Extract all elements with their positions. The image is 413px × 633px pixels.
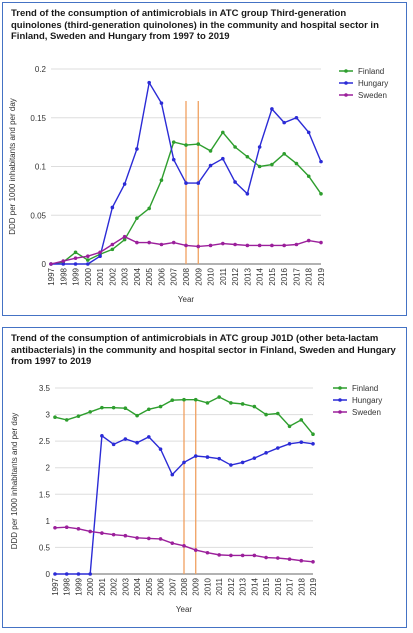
y-axis-title: DDD per 1000 inhabitants and per day bbox=[8, 98, 17, 235]
data-point-hungary bbox=[196, 181, 200, 185]
data-point-finland bbox=[241, 402, 245, 406]
data-point-finland bbox=[74, 251, 78, 255]
x-tick-label: 2007 bbox=[168, 578, 178, 596]
legend-label: Hungary bbox=[358, 79, 389, 88]
data-point-hungary bbox=[88, 572, 92, 576]
y-tick-label: 2 bbox=[45, 463, 50, 473]
y-tick-label: 1.5 bbox=[38, 490, 50, 500]
data-point-finland bbox=[253, 405, 257, 409]
data-point-finland bbox=[194, 398, 198, 402]
data-point-hungary bbox=[288, 442, 292, 446]
data-point-finland bbox=[184, 143, 188, 147]
legend-marker bbox=[344, 93, 348, 97]
data-point-hungary bbox=[135, 147, 139, 151]
data-point-sweden bbox=[311, 560, 315, 564]
chart-quinolones bbox=[3, 47, 408, 317]
data-point-hungary bbox=[233, 180, 237, 184]
data-point-finland bbox=[206, 401, 210, 405]
data-point-finland bbox=[147, 407, 151, 411]
data-point-hungary bbox=[147, 435, 151, 439]
x-tick-label: 2019 bbox=[317, 268, 326, 286]
data-point-finland bbox=[307, 174, 311, 178]
data-point-sweden bbox=[86, 254, 90, 258]
data-point-hungary bbox=[170, 473, 174, 477]
y-tick-label: 0.5 bbox=[38, 543, 50, 553]
data-point-finland bbox=[86, 258, 90, 262]
x-tick-label: 2015 bbox=[267, 268, 277, 286]
data-point-sweden bbox=[233, 243, 237, 247]
data-point-finland bbox=[221, 131, 225, 135]
data-point-sweden bbox=[246, 244, 250, 248]
data-point-finland bbox=[135, 216, 139, 220]
data-point-sweden bbox=[98, 251, 102, 255]
data-point-hungary bbox=[246, 192, 250, 196]
data-point-sweden bbox=[241, 554, 245, 558]
data-point-finland bbox=[135, 414, 139, 418]
data-point-finland bbox=[229, 401, 233, 405]
data-point-hungary bbox=[307, 131, 311, 135]
data-point-hungary bbox=[159, 447, 163, 451]
x-tick-label: 2009 bbox=[191, 578, 201, 596]
x-tick-label: 2019 bbox=[309, 578, 318, 596]
legend-marker bbox=[338, 386, 342, 390]
legend-label: Sweden bbox=[358, 91, 387, 100]
x-tick-label: 2018 bbox=[304, 268, 314, 286]
x-tick-label: 2009 bbox=[194, 268, 204, 286]
data-point-hungary bbox=[111, 206, 115, 210]
legend-label: Finland bbox=[358, 67, 385, 76]
data-point-finland bbox=[299, 418, 303, 422]
data-point-sweden bbox=[258, 244, 262, 248]
x-tick-label: 2010 bbox=[203, 578, 213, 596]
chart-panel-j01d bbox=[2, 327, 407, 628]
data-point-sweden bbox=[160, 243, 164, 247]
data-point-hungary bbox=[221, 157, 225, 161]
data-point-sweden bbox=[319, 241, 323, 245]
data-point-hungary bbox=[123, 182, 127, 186]
data-point-hungary bbox=[229, 463, 233, 467]
x-tick-label: 2012 bbox=[226, 578, 236, 596]
data-point-sweden bbox=[209, 244, 213, 248]
data-point-sweden bbox=[65, 525, 69, 529]
data-point-finland bbox=[124, 406, 128, 410]
data-point-hungary bbox=[100, 434, 104, 438]
chart-title: Trend of the consumption of antimicrobials in ATC group Third-generation quinolones (third-generation quinolones) in the community and hospital sector in Finland, Sweden and Hungary from 1997 to 2019 bbox=[11, 8, 379, 42]
data-point-finland bbox=[217, 395, 221, 399]
x-tick-label: 2013 bbox=[238, 578, 248, 596]
legend-marker bbox=[338, 410, 342, 414]
data-point-sweden bbox=[299, 559, 303, 563]
data-point-finland bbox=[319, 192, 323, 196]
data-point-sweden bbox=[61, 259, 65, 263]
x-tick-label: 2005 bbox=[144, 578, 154, 596]
data-point-sweden bbox=[135, 241, 139, 245]
data-point-sweden bbox=[123, 235, 127, 239]
x-tick-label: 2002 bbox=[109, 578, 119, 596]
data-point-sweden bbox=[124, 534, 128, 538]
chart-j01d bbox=[3, 366, 408, 628]
data-point-sweden bbox=[196, 245, 200, 249]
legend-marker bbox=[344, 69, 348, 73]
data-point-hungary bbox=[258, 145, 262, 149]
data-point-finland bbox=[196, 142, 200, 146]
x-tick-label: 2013 bbox=[243, 268, 253, 286]
data-point-hungary bbox=[74, 262, 78, 266]
data-point-finland bbox=[111, 248, 115, 252]
y-tick-label: 0.15 bbox=[30, 113, 46, 123]
data-point-sweden bbox=[194, 548, 198, 552]
y-tick-label: 0 bbox=[45, 570, 50, 579]
x-tick-label: 2014 bbox=[255, 268, 265, 286]
x-tick-label: 2003 bbox=[120, 268, 130, 286]
data-point-finland bbox=[100, 406, 104, 410]
data-point-sweden bbox=[184, 244, 188, 248]
data-point-hungary bbox=[241, 461, 245, 465]
data-point-hungary bbox=[270, 107, 274, 111]
data-point-hungary bbox=[86, 262, 90, 266]
data-point-hungary bbox=[160, 101, 164, 105]
x-tick-label: 1999 bbox=[71, 268, 81, 286]
x-tick-label: 2001 bbox=[97, 578, 107, 596]
x-tick-label: 2006 bbox=[157, 268, 167, 286]
data-point-sweden bbox=[111, 243, 115, 247]
x-tick-label: 2008 bbox=[182, 268, 191, 286]
x-tick-label: 2007 bbox=[169, 268, 179, 286]
x-tick-label: 2002 bbox=[108, 268, 118, 286]
data-point-hungary bbox=[299, 440, 303, 444]
x-tick-label: 2010 bbox=[206, 268, 216, 286]
data-point-sweden bbox=[282, 244, 286, 248]
data-point-sweden bbox=[147, 241, 151, 245]
data-point-finland bbox=[209, 149, 213, 153]
x-tick-label: 2004 bbox=[133, 578, 143, 596]
x-tick-label: 2005 bbox=[145, 268, 155, 286]
legend-label: Hungary bbox=[352, 396, 383, 405]
y-tick-label: 3 bbox=[45, 410, 50, 420]
data-point-finland bbox=[270, 163, 274, 167]
data-point-sweden bbox=[295, 243, 299, 247]
data-point-finland bbox=[159, 405, 163, 409]
x-tick-label: 1998 bbox=[59, 268, 69, 286]
chart-title: Trend of the consumption of antimicrobials in ATC group J01D (other beta-lactam antibacterials) in the community and hospital sector in Finland, Sweden and Hungary from 1997 to 2019 bbox=[11, 333, 396, 367]
y-tick-label: 0 bbox=[41, 260, 46, 269]
data-point-sweden bbox=[288, 557, 292, 561]
x-tick-label: 2008 bbox=[180, 578, 189, 596]
x-tick-label: 2011 bbox=[215, 578, 225, 596]
data-point-hungary bbox=[276, 446, 280, 450]
data-point-sweden bbox=[74, 256, 78, 260]
data-point-hungary bbox=[264, 451, 268, 455]
data-point-sweden bbox=[112, 533, 116, 537]
data-point-finland bbox=[160, 178, 164, 182]
data-point-finland bbox=[295, 162, 299, 166]
data-point-sweden bbox=[206, 551, 210, 555]
data-point-sweden bbox=[135, 536, 139, 540]
data-point-finland bbox=[170, 398, 174, 402]
data-point-sweden bbox=[221, 242, 225, 246]
data-point-finland bbox=[288, 424, 292, 428]
x-axis-title: Year bbox=[175, 605, 193, 614]
data-point-finland bbox=[112, 406, 116, 410]
x-tick-label: 2018 bbox=[297, 578, 307, 596]
x-tick-label: 2011 bbox=[218, 268, 228, 286]
x-tick-label: 2003 bbox=[121, 578, 131, 596]
y-axis-title: DDD per 1000 inhabitants and per day bbox=[10, 412, 19, 550]
data-point-hungary bbox=[53, 572, 57, 576]
x-tick-label: 1998 bbox=[62, 578, 72, 596]
data-point-finland bbox=[276, 412, 280, 416]
data-point-hungary bbox=[311, 442, 315, 446]
legend-marker bbox=[338, 398, 342, 402]
x-tick-label: 2004 bbox=[132, 268, 142, 286]
data-point-hungary bbox=[98, 254, 102, 258]
y-tick-label: 1 bbox=[45, 516, 50, 526]
x-axis-title: Year bbox=[177, 295, 195, 304]
data-point-hungary bbox=[112, 443, 116, 447]
data-point-finland bbox=[147, 207, 151, 211]
x-tick-label: 1997 bbox=[51, 578, 60, 596]
data-point-finland bbox=[246, 155, 250, 159]
x-tick-label: 2017 bbox=[292, 268, 302, 286]
y-tick-label: 2.5 bbox=[38, 437, 50, 447]
x-tick-label: 2017 bbox=[285, 578, 295, 596]
data-point-hungary bbox=[217, 457, 221, 461]
x-tick-label: 2016 bbox=[280, 268, 290, 286]
data-point-sweden bbox=[88, 530, 92, 534]
x-tick-label: 2016 bbox=[273, 578, 283, 596]
data-point-sweden bbox=[253, 554, 257, 558]
data-point-hungary bbox=[77, 572, 81, 576]
data-point-hungary bbox=[209, 164, 213, 168]
x-tick-label: 2000 bbox=[83, 268, 93, 286]
data-point-sweden bbox=[182, 544, 186, 548]
data-point-finland bbox=[282, 152, 286, 156]
data-point-sweden bbox=[276, 556, 280, 560]
data-point-sweden bbox=[147, 537, 151, 541]
data-point-hungary bbox=[172, 158, 176, 162]
data-point-sweden bbox=[159, 537, 163, 541]
data-point-finland bbox=[258, 165, 262, 169]
data-point-sweden bbox=[172, 241, 176, 245]
data-point-sweden bbox=[270, 244, 274, 248]
data-point-hungary bbox=[182, 461, 186, 465]
data-point-hungary bbox=[135, 441, 139, 445]
data-point-finland bbox=[233, 145, 237, 149]
data-point-hungary bbox=[65, 572, 69, 576]
y-tick-label: 0.1 bbox=[34, 162, 46, 172]
data-point-sweden bbox=[217, 553, 221, 557]
data-point-hungary bbox=[319, 160, 323, 164]
legend-label: Sweden bbox=[352, 408, 381, 417]
data-point-hungary bbox=[184, 181, 188, 185]
data-point-finland bbox=[88, 410, 92, 414]
data-point-finland bbox=[172, 140, 176, 144]
data-point-hungary bbox=[295, 116, 299, 120]
data-point-hungary bbox=[253, 456, 257, 460]
data-point-hungary bbox=[147, 81, 151, 85]
data-point-hungary bbox=[124, 437, 128, 441]
y-tick-label: 0.2 bbox=[34, 65, 46, 74]
data-point-finland bbox=[65, 418, 69, 422]
data-point-finland bbox=[53, 415, 57, 419]
data-point-sweden bbox=[49, 262, 53, 266]
data-point-hungary bbox=[194, 454, 198, 458]
x-tick-label: 2001 bbox=[96, 268, 106, 286]
data-point-hungary bbox=[282, 121, 286, 125]
x-tick-label: 2000 bbox=[86, 578, 96, 596]
legend-marker bbox=[344, 81, 348, 85]
x-tick-label: 1999 bbox=[74, 578, 84, 596]
legend-label: Finland bbox=[352, 384, 379, 393]
data-point-sweden bbox=[170, 541, 174, 545]
data-point-sweden bbox=[264, 556, 268, 560]
x-tick-label: 1997 bbox=[47, 268, 56, 286]
y-tick-label: 0.05 bbox=[30, 211, 46, 221]
y-tick-label: 3.5 bbox=[38, 384, 50, 393]
data-point-sweden bbox=[53, 526, 57, 530]
x-tick-label: 2015 bbox=[262, 578, 272, 596]
x-tick-label: 2006 bbox=[156, 578, 166, 596]
data-point-finland bbox=[77, 414, 81, 418]
data-point-finland bbox=[182, 398, 186, 402]
data-point-hungary bbox=[206, 455, 210, 459]
data-point-sweden bbox=[100, 531, 104, 535]
x-tick-label: 2014 bbox=[250, 578, 260, 596]
chart-panel-quinolones bbox=[2, 2, 407, 316]
data-point-sweden bbox=[307, 239, 311, 243]
data-point-sweden bbox=[229, 554, 233, 558]
x-tick-label: 2012 bbox=[231, 268, 241, 286]
data-point-finland bbox=[264, 413, 268, 417]
data-point-finland bbox=[311, 432, 315, 436]
data-point-sweden bbox=[77, 527, 81, 531]
